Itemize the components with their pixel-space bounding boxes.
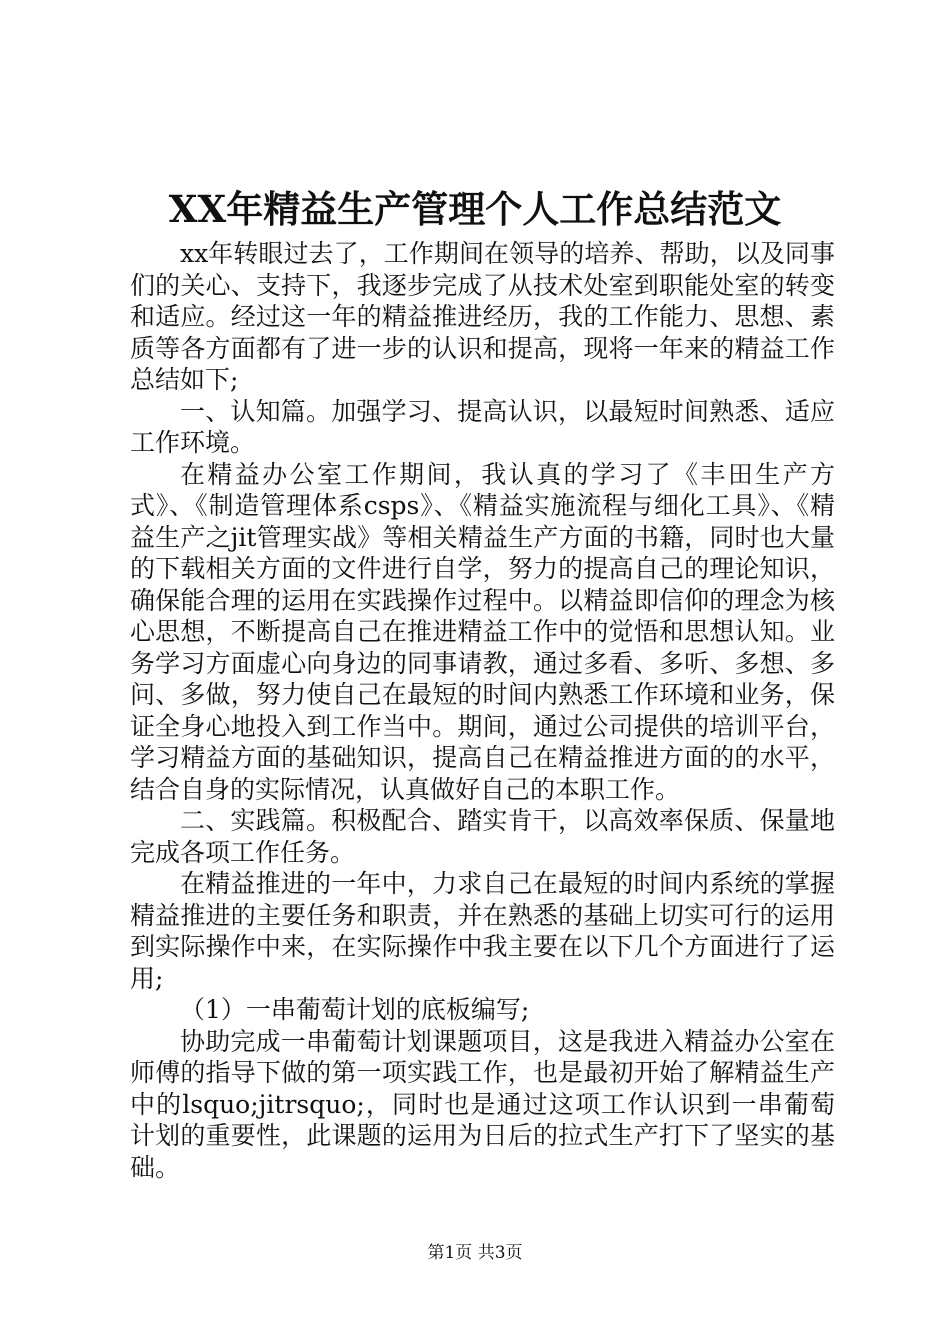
paragraph-section-2-heading: 二、实践篇。积极配合、踏实肯干，以高效率保质、保量地完成各项工作任务。 [130,806,835,867]
paragraph-section-2-body: 在精益推进的一年中，力求自己在最短的时间内系统的掌握精益推进的主要任务和职责，并在熟悉的基础上切实可行的运用到实际操作中来，在实际操作中我主要在以下几个方面进行了运用; [130,869,835,993]
document-body [130,238,835,1183]
paragraph-intro: xx年转眼过去了，工作期间在领导的培养、帮助，以及同事们的关心、支持下，我逐步完成了从技术处室到职能处室的转变和适应。经过这一年的精益推进经历，我的工作能力、思想、素质等各方面都有了进一步的认识和提高，现将一年来的精益工作总结如下; [130,239,835,394]
document-title: XX年精益生产管理个人工作总结范文 [168,187,782,231]
paragraph-subsection-1-body: 协助完成一串葡萄计划课题项目，这是我进入精益办公室在师傅的指导下做的第一项实践工作，也是最初开始了解精益生产中的lsquo;jitrsquo;，同时也是通过这项工作认识到一串葡萄计划的重要性，此课题的运用为日后的拉式生产打下了坚实的基础。 [130,1026,835,1182]
paragraph-section-1-body: 在精益办公室工作期间，我认真的学习了《丰田生产方式》、《制造管理体系csps》、《精益实施流程与细化工具》、《精益生产之jit管理实战》等相关精益生产方面的书籍，同时也大量的下载相关方面的文件进行自学，努力的提高自己的理论知识，确保能合理的运用在实践操作过程中。以精益即信仰的理念为核心思想，不断提高自己在推进精益工作中的觉悟和思想认知。业务学习方面虚心向身边的同事请教，通过多看、多听、多想、多问、多做，努力使自己在最短的时间内熟悉工作环境和业务，保证全身心地投入到工作当中。期间，通过公司提供的培训平台，学习精益方面的基础知识，提高自己在精益推进方面的的水平，结合自身的实际情况，认真做好自己的本职工作。 [130,459,835,804]
page-number-footer: 第1页 共3页 [427,1243,523,1263]
paragraph-subsection-1-heading: （1）一串葡萄计划的底板编写; [180,995,530,1024]
paragraph-section-1-heading: 一、认知篇。加强学习、提高认识，以最短时间熟悉、适应工作环境。 [130,396,835,457]
